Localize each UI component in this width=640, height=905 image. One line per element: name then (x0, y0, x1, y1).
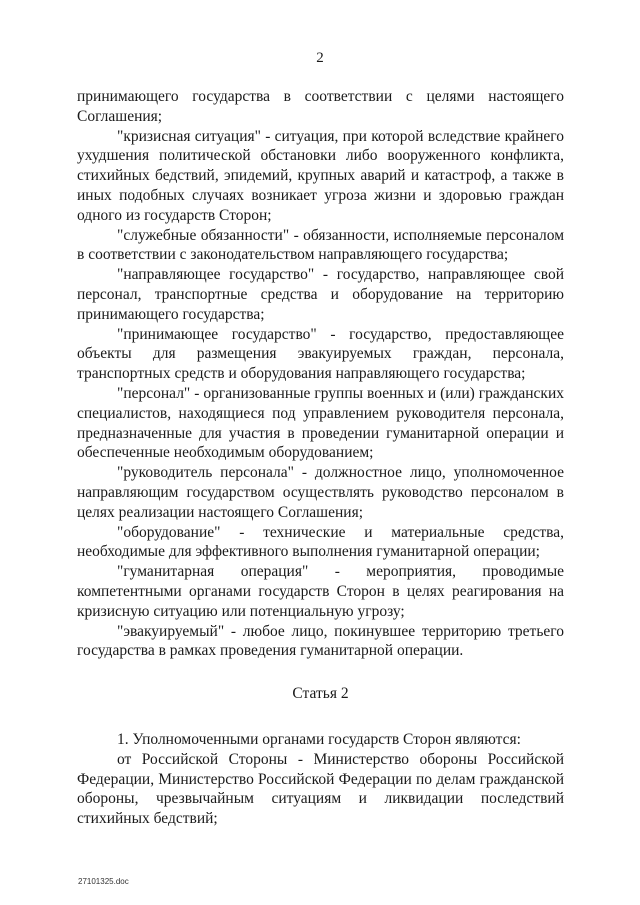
definition-personnel: "персонал" - организованные группы военных и (или) гражданских специалистов, находящиеся под управлением руководителя персонала, предназначенные для участия в проведении гуманитарной операции и обеспеченные необходимым оборудованием; (77, 384, 564, 462)
definition-personnel-head: "руководитель персонала" - должностное лицо, уполномоченное направляющим государством осуществлять руководство персоналом в целях реализации настоящего Соглашения; (77, 464, 564, 521)
document-body (77, 87, 564, 829)
definition-evacuee: "эвакуируемый" - любое лицо, покинувшее территорию третьего государства в рамках проведения гуманитарной операции. (77, 622, 564, 660)
paragraph-continuation: принимающего государства в соответствии с целями настоящего Соглашения; (77, 88, 564, 125)
article-paragraph-1: 1. Уполномоченными органами государств Сторон являются: (117, 730, 521, 748)
page-number: 2 (316, 50, 324, 66)
definition-humanitarian-operation: "гуманитарная операция" - мероприятия, проводимые компетентными органами государств Сторон в целях реагирования на кризисную ситуацию или потенциальную угрозу; (77, 563, 564, 620)
footer-file-code: 27101325.doc (78, 877, 129, 886)
article-paragraph-2: от Российской Стороны - Министерство обороны Российской Федерации, Министерство Российской Федерации по делам гражданской обороны, чрезвычайным ситуациям и ликвидации последствий стихийных бедствий; (77, 750, 564, 828)
definition-sending-state: "направляющее государство" - государство, направляющее свой персонал, транспортные средства и оборудование на территорию принимающего государства; (77, 266, 564, 323)
definition-receiving-state: "принимающее государство" - государство, предоставляющее объекты для размещения эвакуируемых граждан, персонала, транспортных средств и оборудования направляющего государства; (77, 325, 564, 383)
article-title: Статья 2 (292, 685, 349, 703)
definition-equipment: "оборудование" - технические и материальные средства, необходимые для эффективного выполнения гуманитарной операции; (77, 523, 564, 561)
definition-official-duties: "служебные обязанности" - обязанности, исполняемые персоналом в соответствии с законодательством направляющего государства; (77, 226, 564, 264)
definition-crisis-situation: "кризисная ситуация" - ситуация, при которой вследствие крайнего ухудшения политической обстановки либо вооруженного конфликта, стихийных бедствий, эпидемий, крупных аварий и катастроф, а также в иных подобных случаях возникает угроза жизни и здоровью граждан одного из государств Сторон; (77, 127, 564, 224)
